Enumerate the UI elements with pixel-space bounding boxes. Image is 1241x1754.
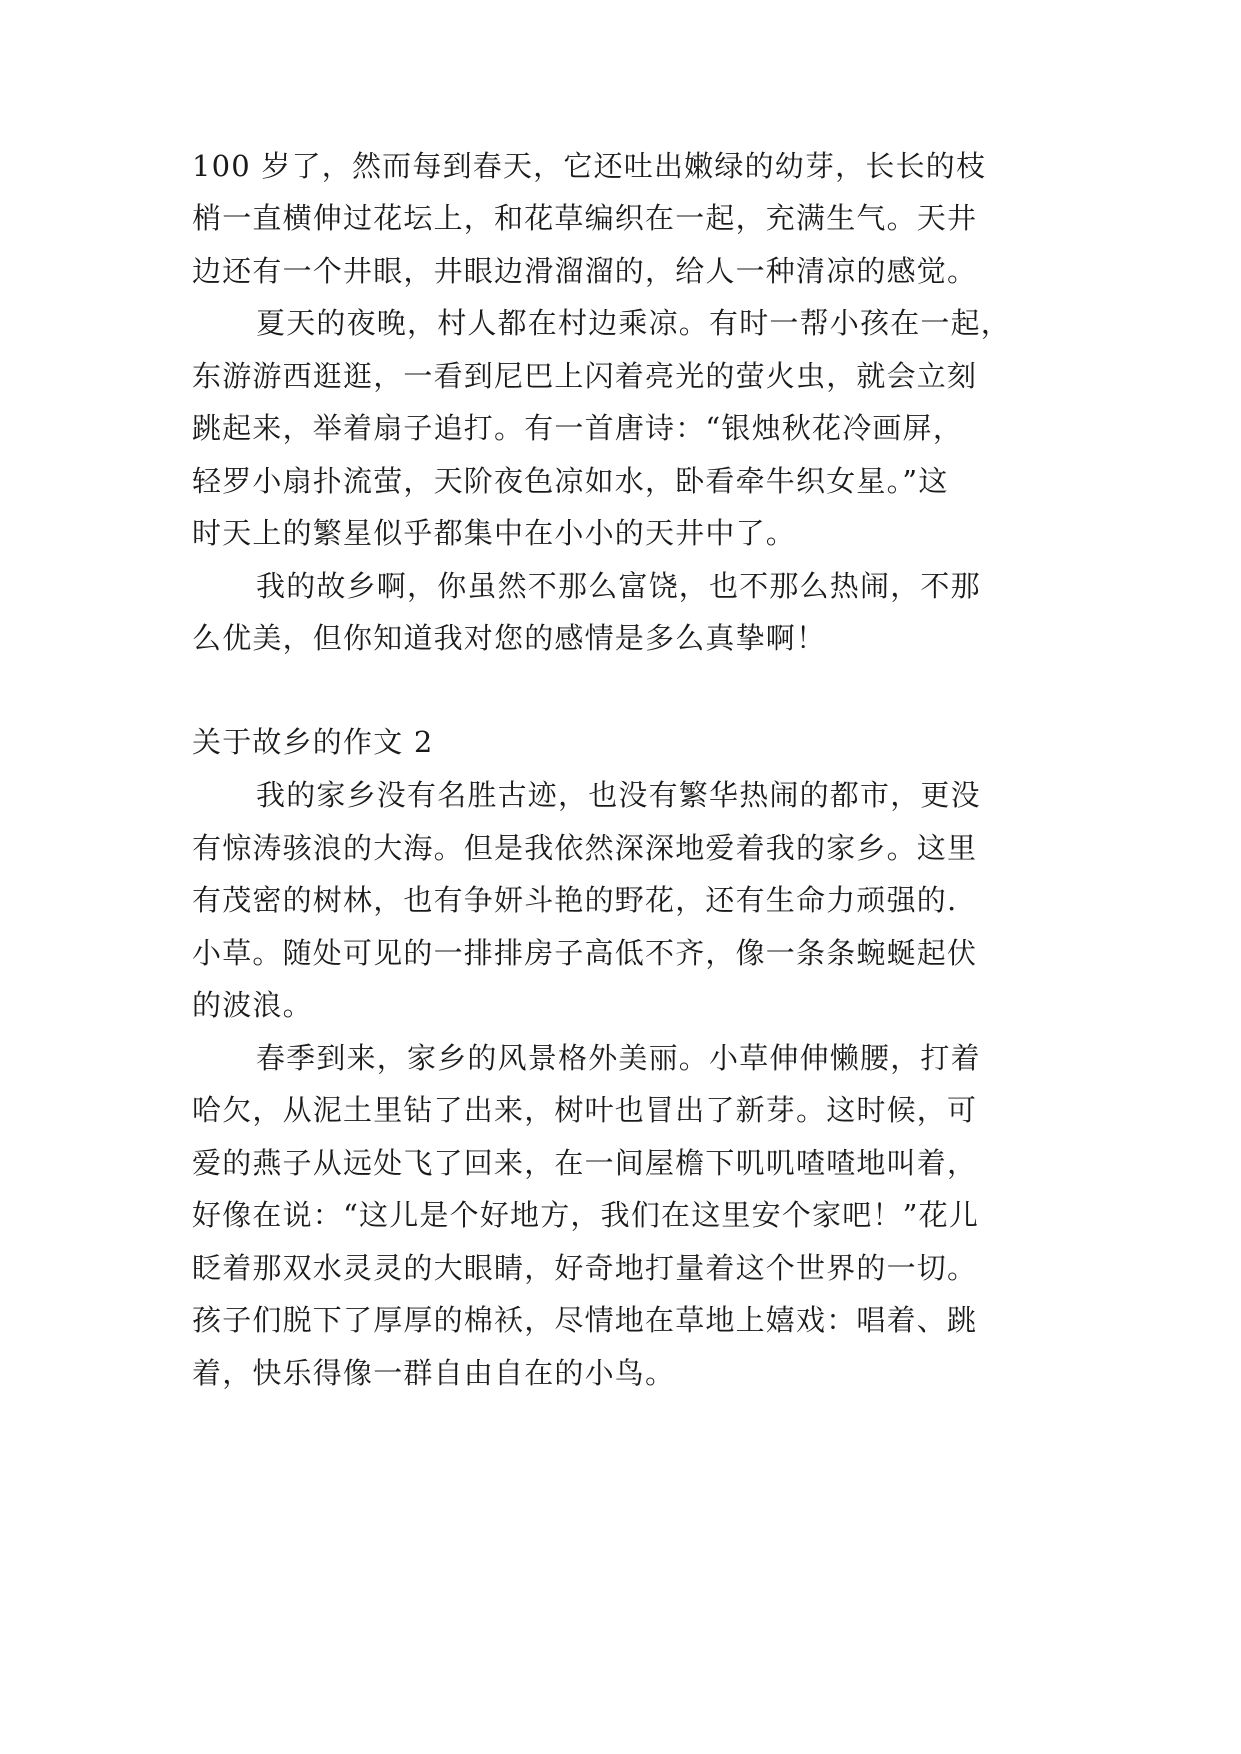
- text-line: 梢一直横伸过花坛上，和花草编织在一起，充满生气。天井: [192, 201, 978, 235]
- text-line: 小草。随处可见的一排排房子高低不齐，像一条条蜿蜒起伏: [192, 936, 978, 970]
- section-heading: 关于故乡的作文 2: [192, 725, 434, 759]
- text-line: 100 岁了，然而每到春天，它还吐出嫩绿的幼芽，长长的枝: [192, 149, 987, 183]
- text-line: 春季到来，家乡的风景格外美丽。小草伸伸懒腰，打着: [256, 1041, 981, 1075]
- text-line: 我的家乡没有名胜古迹，也没有繁华热闹的都市，更没: [256, 778, 981, 812]
- text-line: 爱的燕子从远处飞了回来，在一间屋檐下叽叽喳喳地叫着，: [192, 1146, 978, 1180]
- text-line: 有惊涛骇浪的大海。但是我依然深深地爱着我的家乡。这里: [192, 831, 978, 865]
- text-line: 的波浪。: [192, 988, 313, 1022]
- text-line: 时天上的繁星似乎都集中在小小的天井中了。: [192, 516, 797, 550]
- text-line: 着，快乐得像一群自由自在的小鸟。: [192, 1356, 676, 1390]
- text-line: 东游游西逛逛，一看到尼巴上闪着亮光的萤火虫，就会立刻: [192, 359, 978, 393]
- text-line: 有茂密的树林，也有争妍斗艳的野花，还有生命力顽强的.: [192, 883, 958, 917]
- text-line: 么优美，但你知道我对您的感情是多么真挚啊！: [192, 621, 827, 655]
- text-line: 孩子们脱下了厚厚的棉袄，尽情地在草地上嬉戏：唱着、跳: [192, 1303, 978, 1337]
- text-line: 轻罗小扇扑流萤，天阶夜色凉如水，卧看牵牛织女星。”这: [192, 464, 949, 498]
- text-line: 夏天的夜晚，村人都在村边乘凉。有时一帮小孩在一起，: [256, 306, 1012, 340]
- text-line: 边还有一个井眼，井眼边滑溜溜的，给人一种清凉的感觉。: [192, 254, 978, 288]
- text-line: 好像在说：“这儿是个好地方，我们在这里安个家吧！”花儿: [192, 1198, 980, 1232]
- text-line: 哈欠，从泥土里钻了出来，树叶也冒出了新芽。这时候，可: [192, 1093, 978, 1127]
- text-line: 我的故乡啊，你虽然不那么富饶，也不那么热闹，不那: [256, 569, 981, 603]
- text-line: 跳起来，举着扇子追打。有一首唐诗：“银烛秋花冷画屏，: [192, 411, 964, 445]
- text-line: 眨着那双水灵灵的大眼睛，好奇地打量着这个世界的一切。: [192, 1251, 978, 1285]
